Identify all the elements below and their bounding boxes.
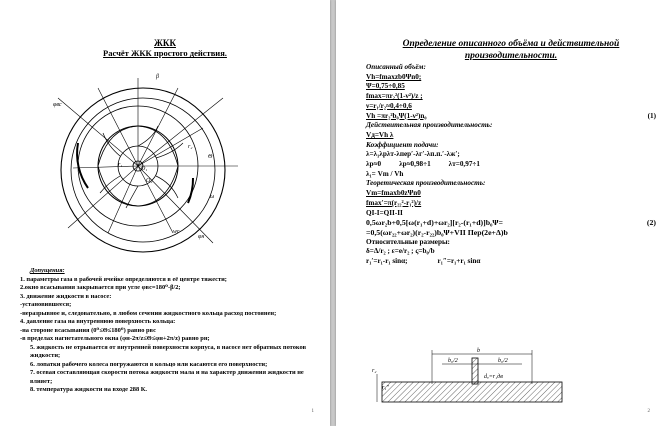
section-heading: Коэффициент подачи: (366, 140, 439, 149)
list-item: 4. давление газа на внутреннюю поверхность кольца: (20, 318, 176, 325)
list-item: -в пределах нагнетательного окна (φн-2π/z≤Θ≤φн+2π/z) равно pн; (20, 335, 210, 342)
label-r1: r₁ (118, 162, 123, 168)
list-item: -на стороне всасывания (0⁰≤Θ≤180⁰) равно pвс (20, 326, 156, 334)
formula: ν=r₁/r₂≈0,4÷0,6 (366, 101, 412, 110)
label-theta: Θ (208, 154, 213, 160)
page-subtitle: Расчёт ЖКК простого действия. (103, 48, 227, 58)
label-wr: wr (173, 229, 180, 235)
label-d0: dₒ=r₁дв (484, 374, 503, 380)
formula: 0,5ωr₂b+0,5[ω(r₁+d)+ωr₂][r₂-(r₁+d)]b₀Ψ= (366, 218, 503, 228)
formula: Ψ=0,75÷0,85 (366, 82, 405, 91)
blade-section-diagram (372, 344, 572, 414)
section-heading: Действительная производительность: (366, 121, 493, 130)
formula: QI-I=QII-II (366, 208, 403, 217)
page-number: 1 (311, 409, 314, 414)
equation-number: (1) (647, 111, 656, 120)
label-phi-n: φн (198, 234, 205, 240)
assumptions-heading: Допущения: (30, 267, 65, 274)
page-title: Определение описанного объёма и действительной производительности. (402, 39, 620, 61)
document-page-1 (0, 0, 330, 426)
label-r1-dd: r₁″ (382, 385, 389, 391)
formula: fmax′=π(r₂₂²-r₁²)/z (366, 198, 422, 207)
list-item: 7. осевая составляющая скорости потока жидкости мала и на характер движения жидкости не влияет; (30, 369, 304, 385)
pump-cross-section-diagram (38, 58, 258, 263)
document-page-2 (336, 0, 666, 426)
page-number: 2 (647, 409, 650, 414)
formula: Vm=fmaxb0zΨn0 (366, 189, 421, 198)
formula: fmax=πr₂²(1-ν²)/z ; (366, 92, 423, 101)
formula-block (366, 63, 656, 267)
list-item: 3. движение жидкости в насосе: (20, 292, 112, 300)
list-item: 2.окно всасывания закрывается при угле φвс=180⁰-β/2; (20, 284, 181, 291)
label-omega: ω (210, 194, 215, 200)
formula: λр≈0,98÷1 (399, 160, 431, 169)
section-heading: Описанный объём: (366, 63, 426, 71)
formula: δ=Δ/r₂ ; ε=e/r₂ ; ς=b₀/b (366, 247, 435, 256)
label-b0-half: b₀/2 (498, 358, 508, 364)
list-item: -установившееся; (20, 301, 72, 308)
section-heading: Относительные размеры: (366, 237, 450, 246)
label-r2: r₂ (188, 144, 193, 150)
formula: λр≈0 (366, 160, 382, 169)
label-o2: O₂ (146, 178, 153, 184)
label-b0-half: b₀/2 (448, 358, 458, 364)
formula: λт=0,97÷1 (448, 160, 480, 169)
list-item: 6. лопатки рабочего колеса погружаются в кольцо или касаются его поверхности; (30, 360, 268, 368)
page-title: ЖКК (154, 38, 176, 48)
label-beta: β (156, 74, 159, 80)
formula: =0,5(ωr₂₂+ωr₂)(r₂-r₂₂)b₀Ψ+VII Пер(2e+Δ)b (366, 227, 508, 237)
formula: Vд=Vh λ (366, 130, 394, 139)
formula: r₁″=r₁+r₁ sinα (437, 257, 481, 266)
equation-number: (2) (646, 218, 656, 228)
label-o1: O₁ (141, 166, 148, 172)
formula: Vh =πr₂²b₀Ψ(1-ν²)n₀ (366, 111, 427, 120)
label-phi-vs: φвс (53, 102, 62, 108)
list-item: -неразрывное и, следовательно, в любом сечении жидкостного кольца расход постоянен; (20, 309, 277, 317)
formula: Vh=fmaxzb0Ψn0; (366, 72, 422, 81)
formula: λ=λ₁λрλт-λпер′-λг′-λп.п.′-λж′; (366, 150, 460, 159)
assumptions-list (20, 267, 318, 395)
label-r2: r₂ (372, 368, 377, 374)
list-item: 5. жидкость не отрывается от внутренней поверхности корпуса, в насосе нет обратных потоков жидкости; (30, 343, 307, 359)
label-b: b (477, 348, 480, 354)
list-item: 8. температура жидкости на входе 288 К. (30, 386, 147, 393)
formula: λ₁= Vm / Vh (366, 169, 404, 178)
section-heading: Теоретическая производительность: (366, 179, 486, 188)
list-item: 1. параметры газа в рабочей ячейке определяются в её центре тяжести; (20, 275, 227, 283)
formula: r₁′=r₁-r₁ sinα; (366, 257, 408, 266)
